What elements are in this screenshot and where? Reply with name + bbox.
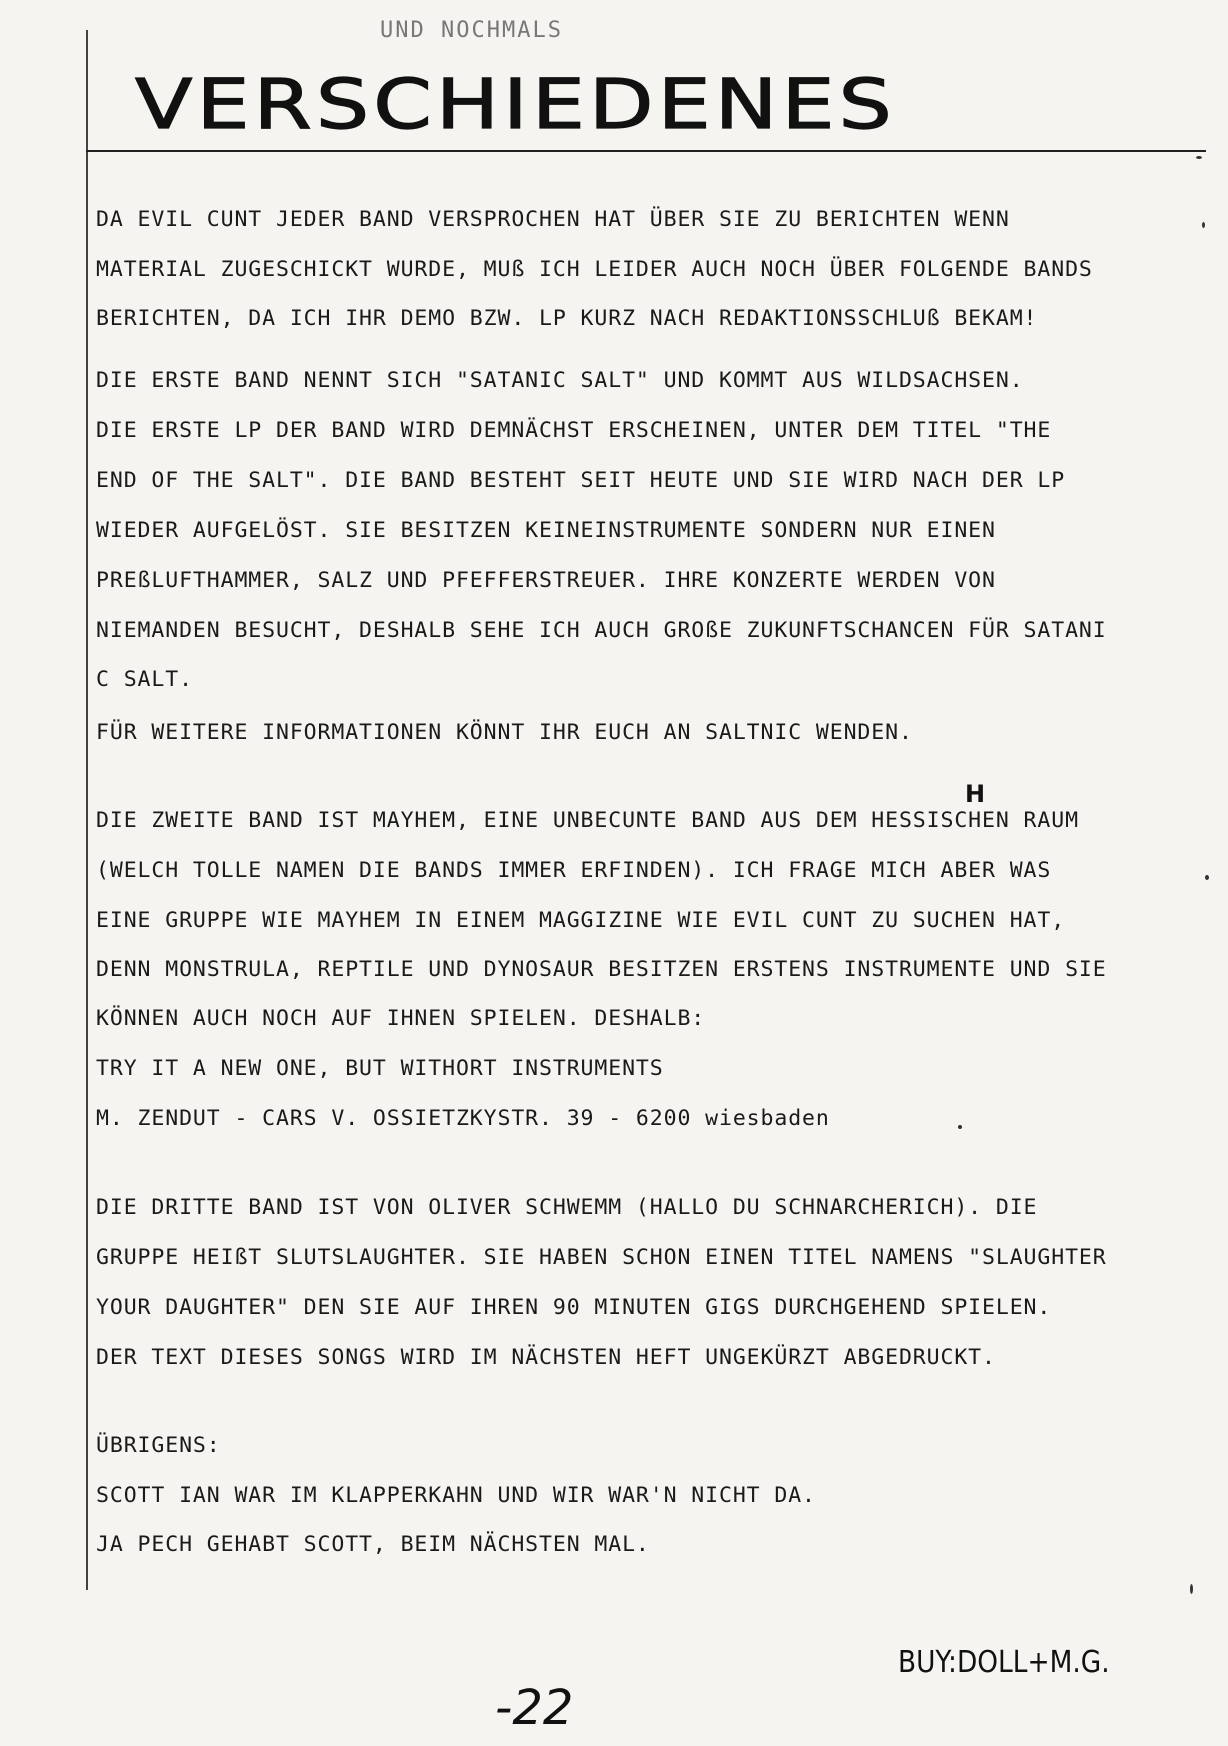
text-line: YOUR DAUGHTER" DEN SIE AUF IHREN 90 MINUTEN GIGS DURCHGEHEND SPIELEN. [96, 1295, 1052, 1320]
text-line: EINE GRUPPE WIE MAYHEM IN EINEM MAGGIZINE WIE EVIL CUNT ZU SUCHEN HAT, [96, 908, 1066, 933]
heading-rule [86, 150, 1206, 152]
text-line: NIEMANDEN BESUCHT, DESHALB SEHE ICH AUCH GROßE ZUKUNFTSCHANCEN FÜR SATANI [96, 618, 1107, 643]
text-line: GRUPPE HEIßT SLUTSLAUGHTER. SIE HABEN SCHON EINEN TITEL NAMENS "SLAUGHTER [96, 1245, 1107, 1270]
text-line: DIE ZWEITE BAND IST MAYHEM, EINE UNBECUNTE BAND AUS DEM HESSISCHEN RAUM [96, 808, 1079, 833]
margin-speck [1205, 875, 1209, 880]
margin-speck [1202, 222, 1205, 228]
margin-speck [1190, 1584, 1193, 1594]
kicker-text: UND NOCHMALS [380, 18, 563, 43]
left-margin-rule [86, 30, 88, 1590]
text-line: C SALT. [96, 667, 193, 692]
text-line: KÖNNEN AUCH NOCH AUF IHNEN SPIELEN. DESHALB: [96, 1006, 706, 1031]
text-line: DA EVIL CUNT JEDER BAND VERSPROCHEN HAT ÜBER SIE ZU BERICHTEN WENN [96, 207, 1010, 232]
text-line: DENN MONSTRULA, REPTILE UND DYNOSAUR BESITZEN ERSTENS INSTRUMENTE UND SIE [96, 957, 1107, 982]
credit-note: BUY:DOLL+M.G. [898, 1645, 1110, 1680]
text-line: FÜR WEITERE INFORMATIONEN KÖNNT IHR EUCH AN SALTNIC WENDEN. [96, 720, 913, 745]
text-line: TRY IT A NEW ONE, BUT WITHORT INSTRUMENTS [96, 1056, 664, 1081]
text-line: DIE DRITTE BAND IST VON OLIVER SCHWEMM (HALLO DU SCHNARCHERICH). DIE [96, 1195, 1038, 1220]
text-line: DIE ERSTE BAND NENNT SICH "SATANIC SALT" UND KOMMT AUS WILDSACHSEN. [96, 368, 1024, 393]
text-line: END OF THE SALT". DIE BAND BESTEHT SEIT HEUTE UND SIE WIRD NACH DER LP [96, 468, 1066, 493]
text-line: DIE ERSTE LP DER BAND WIRD DEMNÄCHST ERSCHEINEN, UNTER DEM TITEL "THE [96, 418, 1052, 443]
text-line: (WELCH TOLLE NAMEN DIE BANDS IMMER ERFINDEN). ICH FRAGE MICH ABER WAS [96, 858, 1052, 883]
text-line: PREßLUFTHAMMER, SALZ UND PFEFFERSTREUER. IHRE KONZERTE WERDEN VON [96, 568, 996, 593]
text-line: BERICHTEN, DA ICH IHR DEMO BZW. LP KURZ NACH REDAKTIONSSCHLUß BEKAM! [96, 306, 1038, 331]
text-line: DER TEXT DIESES SONGS WIRD IM NÄCHSTEN HEFT UNGEKÜRZT ABGEDRUCKT. [96, 1345, 996, 1370]
text-line: ÜBRIGENS: [96, 1433, 221, 1458]
text-line: JA PECH GEHABT SCOTT, BEIM NÄCHSTEN MAL. [96, 1532, 650, 1557]
handwritten-correction: H [965, 780, 986, 808]
text-line: M. ZENDUT - CARS V. OSSIETZKYSTR. 39 - 6200 wiesbaden [96, 1106, 830, 1131]
margin-speck [958, 1125, 962, 1129]
text-line: WIEDER AUFGELÖST. SIE BESITZEN KEINEINSTRUMENTE SONDERN NUR EINEN [96, 518, 996, 543]
page-title: VERSCHIEDENES [135, 64, 896, 145]
page-number: -22 [495, 1680, 574, 1736]
text-line: SCOTT IAN WAR IM KLAPPERKAHN UND WIR WAR'N NICHT DA. [96, 1483, 816, 1508]
margin-speck [1196, 156, 1202, 159]
text-line: MATERIAL ZUGESCHICKT WURDE, MUß ICH LEIDER AUCH NOCH ÜBER FOLGENDE BANDS [96, 257, 1093, 282]
